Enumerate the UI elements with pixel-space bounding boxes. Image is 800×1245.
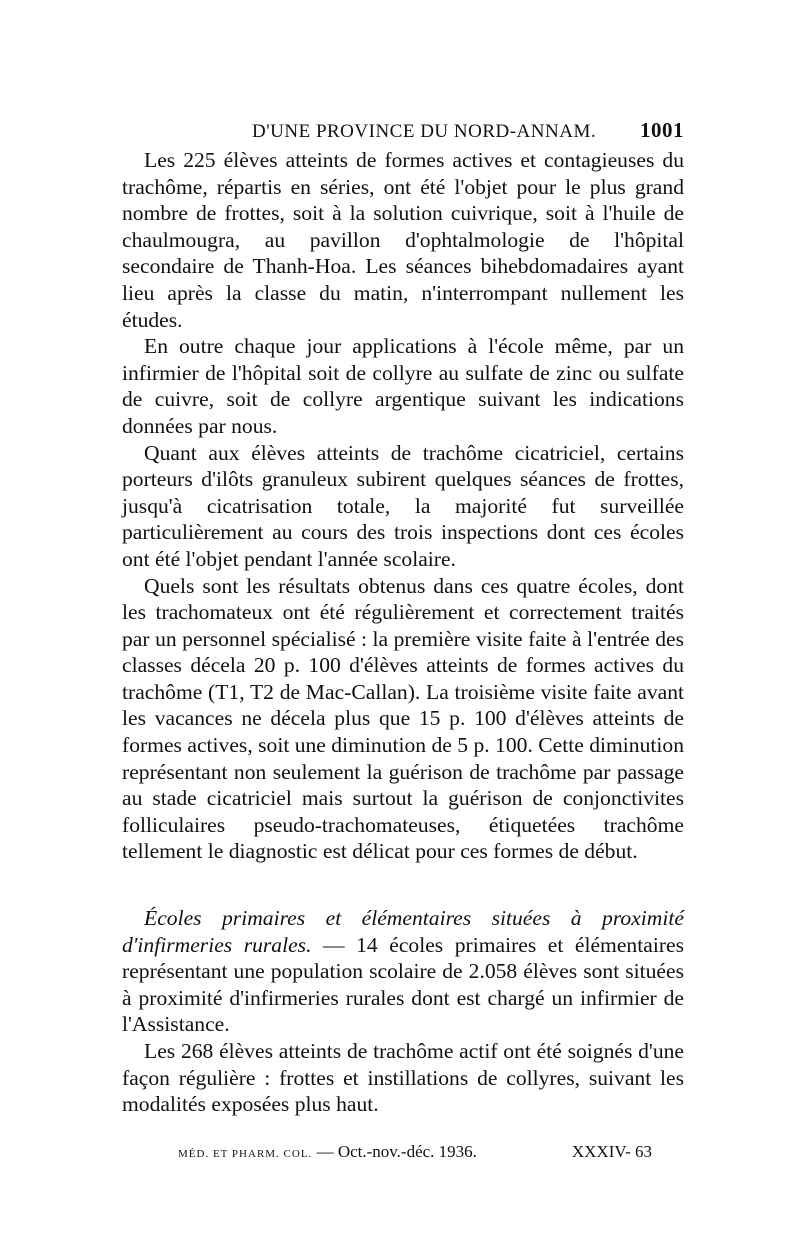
section-title: Écoles primaires et élémentaires situées à proximité d'infirmeries rurales.: [122, 906, 684, 957]
paragraph-2: En outre chaque jour applications à l'école même, par un infirmier de l'hôpital soit de collyre au sulfate de zinc ou sulfate de cuivre, soit de collyre argentique suivant les indications données par nous.: [122, 334, 684, 438]
footer-signature: XXXIV- 63: [571, 1142, 652, 1161]
paragraph-4: Quels sont les résultats obtenus dans ces quatre écoles, dont les trachomateux ont été régulièrement et correctement traités par un personnel spécialisé : la première visite faite à l'entrée des classes décela 20 p. 100 d'élèves atteints de formes actives du trachôme (T1, T2 de Mac-Callan). La troisième visite faite avant les vacances ne décela plus que 15 p. 100 d'élèves atteints de formes actives, soit une diminution de 5 p. 100. Cette diminution représentant non seulement la guérison de trachôme par passage au stade cicatriciel mais surtout la guérison de conjonctivites folliculaires pseudo-trachomateuses, étiquetées trachôme tellement le diagnostic est délicat pour ces formes de début.: [122, 573, 684, 864]
section-text: — 14 écoles primaires et élémentaires représentant une population scolaire de 2.058 élèves sont situées à proximité d'infirmeries rurales dont est chargé un infirmier de l'Assistance.: [122, 932, 684, 1037]
page-body: [122, 118, 684, 1118]
page-number: 1001: [640, 118, 684, 142]
paragraph-3: Quant aux élèves atteints de trachôme cicatriciel, certains porteurs d'ilôts granuleux subirent quelques séances de frottes, jusqu'à cicatrisation totale, la majorité fut surveillée particulièrement au cours des trois inspections dont ces écoles ont été l'objet pendant l'année scolaire.: [122, 440, 684, 571]
section-paragraph: [122, 905, 684, 1038]
section-gap: [122, 865, 684, 905]
paragraph-1: Les 225 élèves atteints de formes actives et contagieuses du trachôme, répartis en séries, ont été l'objet pour le plus grand nombre de frottes, soit à la solution cuivrique, soit à l'huile de chaulmougra, au pavillon d'ophtalmologie de l'hôpital secondaire de Thanh-Hoa. Les séances bihebdomadaires ayant lieu après la classe du matin, n'interrompant nullement les études.: [122, 148, 684, 332]
footer-issue: — Oct.-nov.-déc. 1936.: [316, 1142, 477, 1161]
running-head-title: D'UNE PROVINCE DU NORD-ANNAM.: [252, 121, 597, 142]
running-head: [122, 118, 684, 143]
paragraph-5: Les 268 élèves atteints de trachôme actif ont été soignés d'une façon régulière : frottes et instillations de collyres, suivant les modalités exposées plus haut.: [122, 1039, 684, 1117]
footer-journal: MÉD. ET PHARM. COL.: [178, 1148, 313, 1160]
page-footer: [178, 1142, 652, 1162]
